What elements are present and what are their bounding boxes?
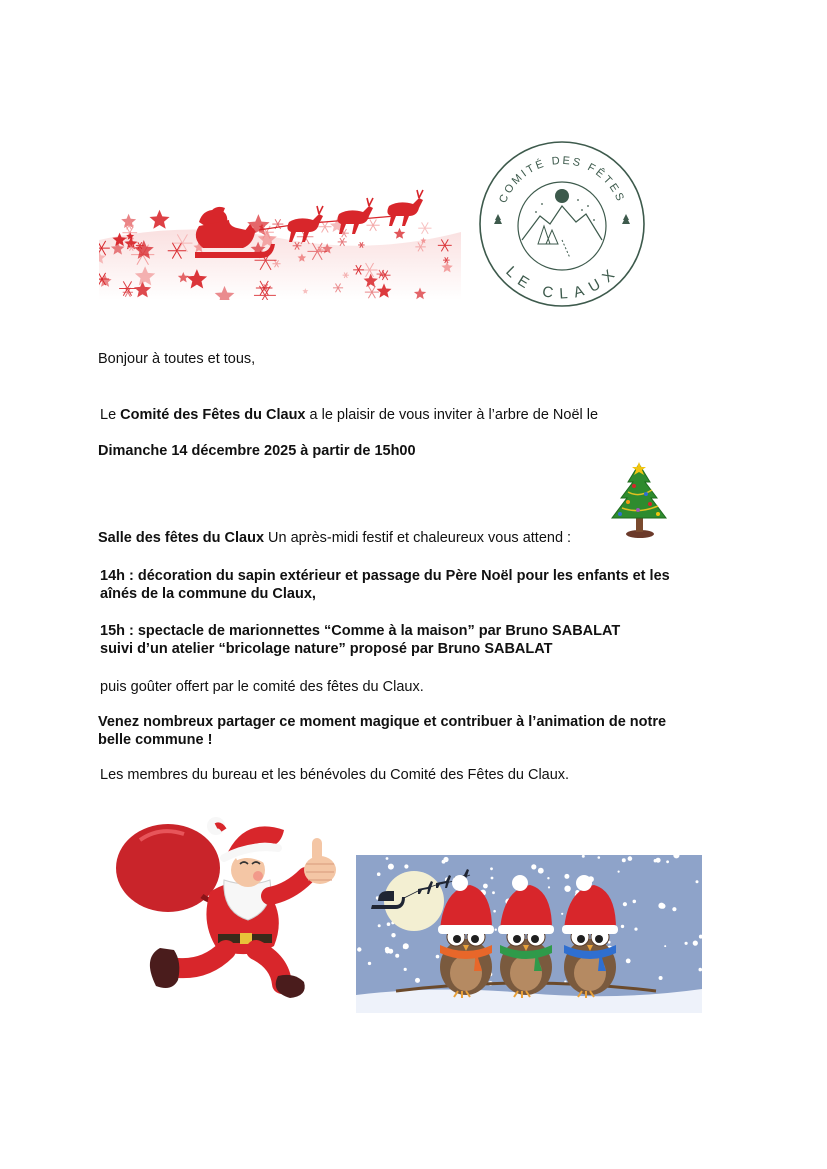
program-line: suivi d’un atelier “bricolage nature” proposé par Bruno SABALAT [100, 641, 553, 657]
sleigh-banner-image [99, 180, 461, 300]
organizer-name: Comité des Fêtes du Claux [120, 407, 306, 423]
call-line: belle commune ! [98, 732, 213, 748]
call-line: Venez nombreux partager ce moment magique et contribuer à l’animation de notre [98, 714, 667, 730]
snack-line: puis goûter offert par le comité des fêtes du Claux. [100, 679, 424, 695]
santa-running-image [106, 800, 346, 1010]
venue-text: Un après-midi festif et chaleureux vous attend : [264, 530, 572, 546]
owls-christmas-image [356, 855, 702, 1013]
venue-name: Salle des fêtes du Claux [98, 530, 265, 546]
event-date-text: Dimanche 14 décembre 2025 à partir de 15h00 [98, 443, 416, 459]
call-to-action [98, 713, 666, 749]
comite-logo [478, 140, 646, 308]
program-line: 15h : spectacle de marionnettes “Comme à la maison” par Bruno SABALAT [100, 623, 621, 639]
intro-post: a le plaisir de vous inviter à l’arbre de Noël le [305, 407, 599, 423]
intro-pre: Le [100, 407, 121, 423]
program-item-15h [100, 622, 620, 658]
intro-paragraph [100, 406, 598, 424]
venue-paragraph [98, 529, 571, 547]
logo-top-text: COMITÉ DES FÊTES [497, 154, 627, 206]
greeting: Bonjour à toutes et tous, [98, 351, 256, 367]
program-line: 14h : décoration du sapin extérieur et passage du Père Noël pour les enfants et les [100, 568, 670, 584]
svg-text:LE CLAUX [502, 263, 621, 303]
program-line: aînés de la commune du Claux, [100, 586, 316, 602]
signature: Les membres du bureau et les bénévoles du Comité des Fêtes du Claux. [100, 767, 570, 783]
christmas-tree-image [608, 462, 670, 540]
event-date [98, 442, 416, 460]
logo-bottom-text: LE CLAUX [502, 263, 622, 303]
program-item-14h [100, 567, 670, 603]
